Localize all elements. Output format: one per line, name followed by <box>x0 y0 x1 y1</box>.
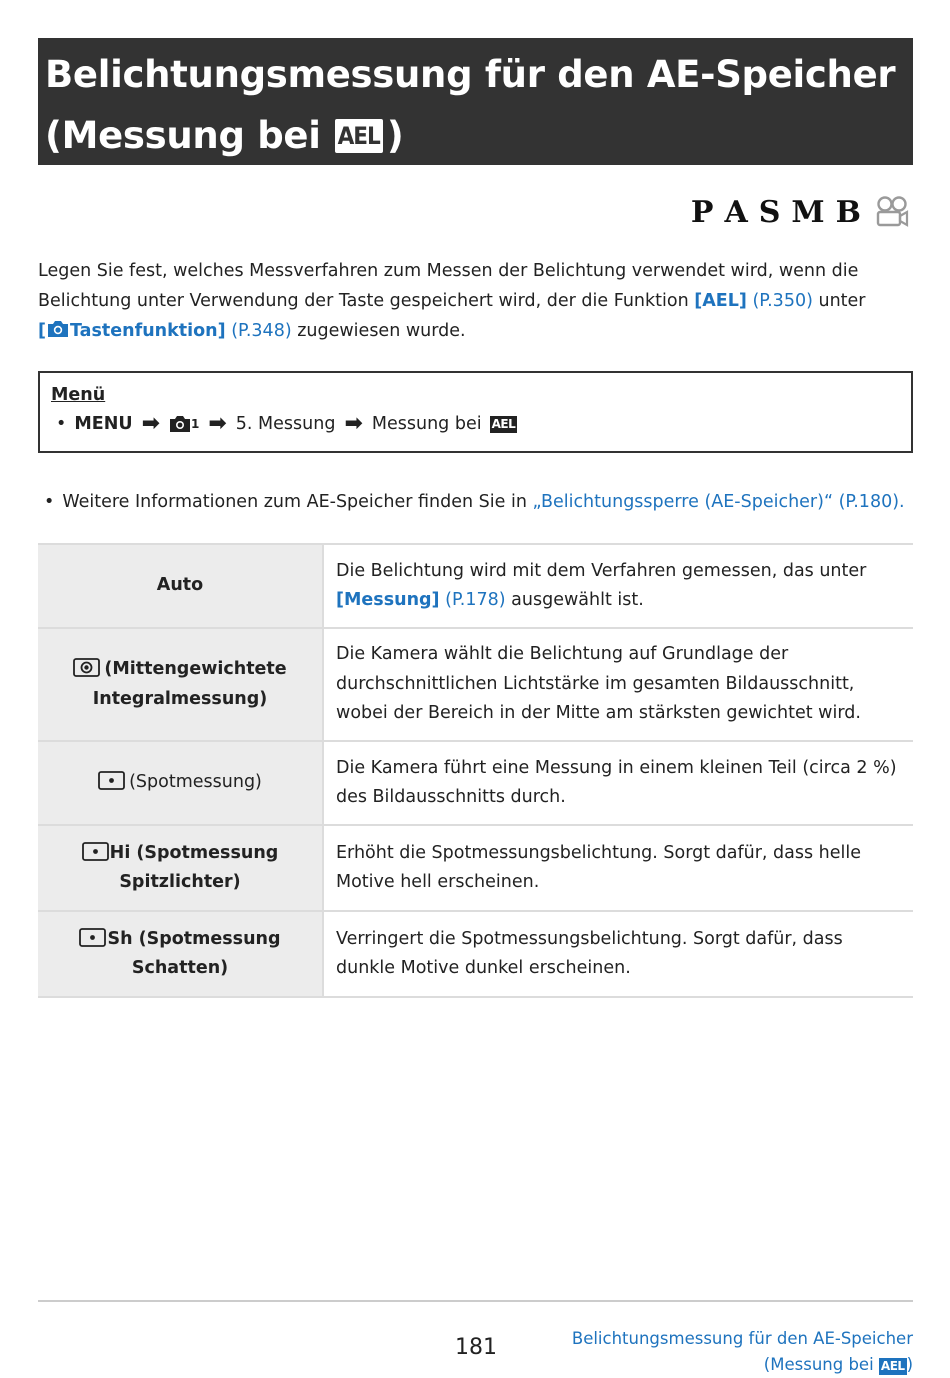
option-label-line1: Sh (Spotmessung <box>107 928 281 949</box>
option-desc-text: ausgewählt ist. <box>505 590 644 610</box>
menu-root: MENU <box>74 414 133 434</box>
option-label-line2: Schatten) <box>131 958 229 978</box>
menu-item: Messung bei <box>371 414 482 434</box>
button-function-bracket: [ <box>38 321 46 341</box>
button-function-link[interactable] <box>38 321 226 341</box>
table-row <box>38 825 913 911</box>
camera-tab-number: 1 <box>191 417 200 431</box>
option-label-line2: Spitzlichter) <box>119 872 241 892</box>
menu-path <box>51 409 900 439</box>
menu-path-box <box>38 371 913 453</box>
movie-camera-icon <box>874 195 910 229</box>
page-title-suffix: ) <box>386 114 404 157</box>
table-row <box>38 911 913 997</box>
ael-icon: AEL <box>491 416 516 431</box>
page-title-line1: Belichtungsmessung für den AE-Speicher <box>45 53 896 96</box>
arrow-right-icon: ➡ <box>208 411 227 436</box>
spot-metering-icon <box>79 928 106 947</box>
note-item <box>44 488 905 516</box>
option-label <box>38 741 323 825</box>
table-row <box>38 741 913 825</box>
ael-page-ref[interactable]: (P.350) <box>752 291 813 311</box>
option-label-line2: Integralmessung) <box>92 688 268 709</box>
footer-section-suffix: ) <box>906 1355 913 1374</box>
shooting-modes <box>681 192 910 232</box>
intro-text-3: zugewiesen wurde. <box>291 321 466 341</box>
mode-a: A <box>724 194 749 230</box>
option-label: Auto <box>38 544 323 628</box>
menu-step: 5. Messung <box>235 414 336 434</box>
option-description: Die Kamera führt eine Messung in einem kleinen Teil (circa 2 %) des Bildausschnitts durch. <box>323 741 913 825</box>
arrow-right-icon: ➡ <box>344 411 363 436</box>
metering-link[interactable]: [Messung] <box>336 590 440 610</box>
metering-options-table <box>38 543 913 998</box>
arrow-right-icon: ➡ <box>141 411 160 436</box>
mode-s: S <box>758 194 782 230</box>
option-label-text: (Spotmessung) <box>129 772 262 793</box>
note-end: . <box>899 492 905 512</box>
menu-bullet: • <box>56 414 67 434</box>
option-description: Erhöht die Spotmessungsbelichtung. Sorgt dafür, dass helle Motive hell erscheinen. <box>323 825 913 911</box>
option-description: Die Kamera wählt die Belichtung auf Grundlage der durchschnittlichen Lichtstärke im gesamten Bildausschnitt, wobei der Bereich in der Mitte am stärksten gewichtet wird. <box>323 628 913 741</box>
footer-section-prefix: (Messung bei <box>763 1355 874 1374</box>
mode-b: B <box>835 194 862 230</box>
camera-tab-icon <box>169 415 191 433</box>
footer-section-line2 <box>572 1352 913 1378</box>
intro-paragraph <box>38 256 913 346</box>
camera-icon <box>46 319 70 338</box>
center-weighted-metering-icon <box>73 658 100 677</box>
spot-metering-icon <box>82 842 109 861</box>
option-label-line1: Hi (Spotmessung <box>109 842 279 863</box>
footer-section-line1: Belichtungsmessung für den AE-Speicher <box>571 1329 913 1348</box>
page-title-line2 <box>45 105 913 166</box>
option-label <box>38 628 323 741</box>
menu-title: Menü <box>51 385 106 405</box>
table-row <box>38 544 913 628</box>
footer-divider <box>38 1300 913 1302</box>
page-title <box>38 38 913 165</box>
ael-icon: AEL <box>880 1359 905 1373</box>
metering-page-ref[interactable]: (P.178) <box>445 590 506 610</box>
spot-metering-icon <box>98 771 125 790</box>
option-description <box>323 544 913 628</box>
intro-text-1: Legen Sie fest, welches Messverfahren zum Messen der Belichtung verwendet wird, wenn die Belichtung unter Verwendung der Taste gespeichert wird, der die Funktion <box>38 261 859 311</box>
table-row <box>38 628 913 741</box>
mode-p: P <box>690 194 715 230</box>
ae-lock-link[interactable]: „Belichtungssperre (AE-Speicher)“ (P.180) <box>532 492 900 512</box>
option-label <box>38 825 323 911</box>
note-text: Weitere Informationen zum AE-Speicher finden Sie in <box>62 492 533 512</box>
intro-text-2: unter <box>812 291 866 311</box>
note-bullet: • <box>44 492 55 512</box>
page-number: 181 <box>455 1335 497 1360</box>
button-function-label: Tastenfunktion] <box>70 321 226 341</box>
footer-section-link[interactable] <box>572 1326 913 1378</box>
ael-button-link[interactable]: [AEL] <box>694 291 747 311</box>
ael-icon: AEL <box>335 119 383 153</box>
option-label <box>38 911 323 997</box>
option-description: Verringert die Spotmessungsbelichtung. Sorgt dafür, dass dunkle Motive dunkel erscheinen. <box>323 911 913 997</box>
button-function-page-ref[interactable]: (P.348) <box>231 321 292 341</box>
option-label-line1: (Mittengewichtete <box>104 659 287 679</box>
option-desc-text: Die Belichtung wird mit dem Verfahren gemessen, das unter <box>336 560 867 581</box>
mode-m: M <box>791 194 826 230</box>
page-title-prefix: (Messung bei <box>45 114 321 157</box>
